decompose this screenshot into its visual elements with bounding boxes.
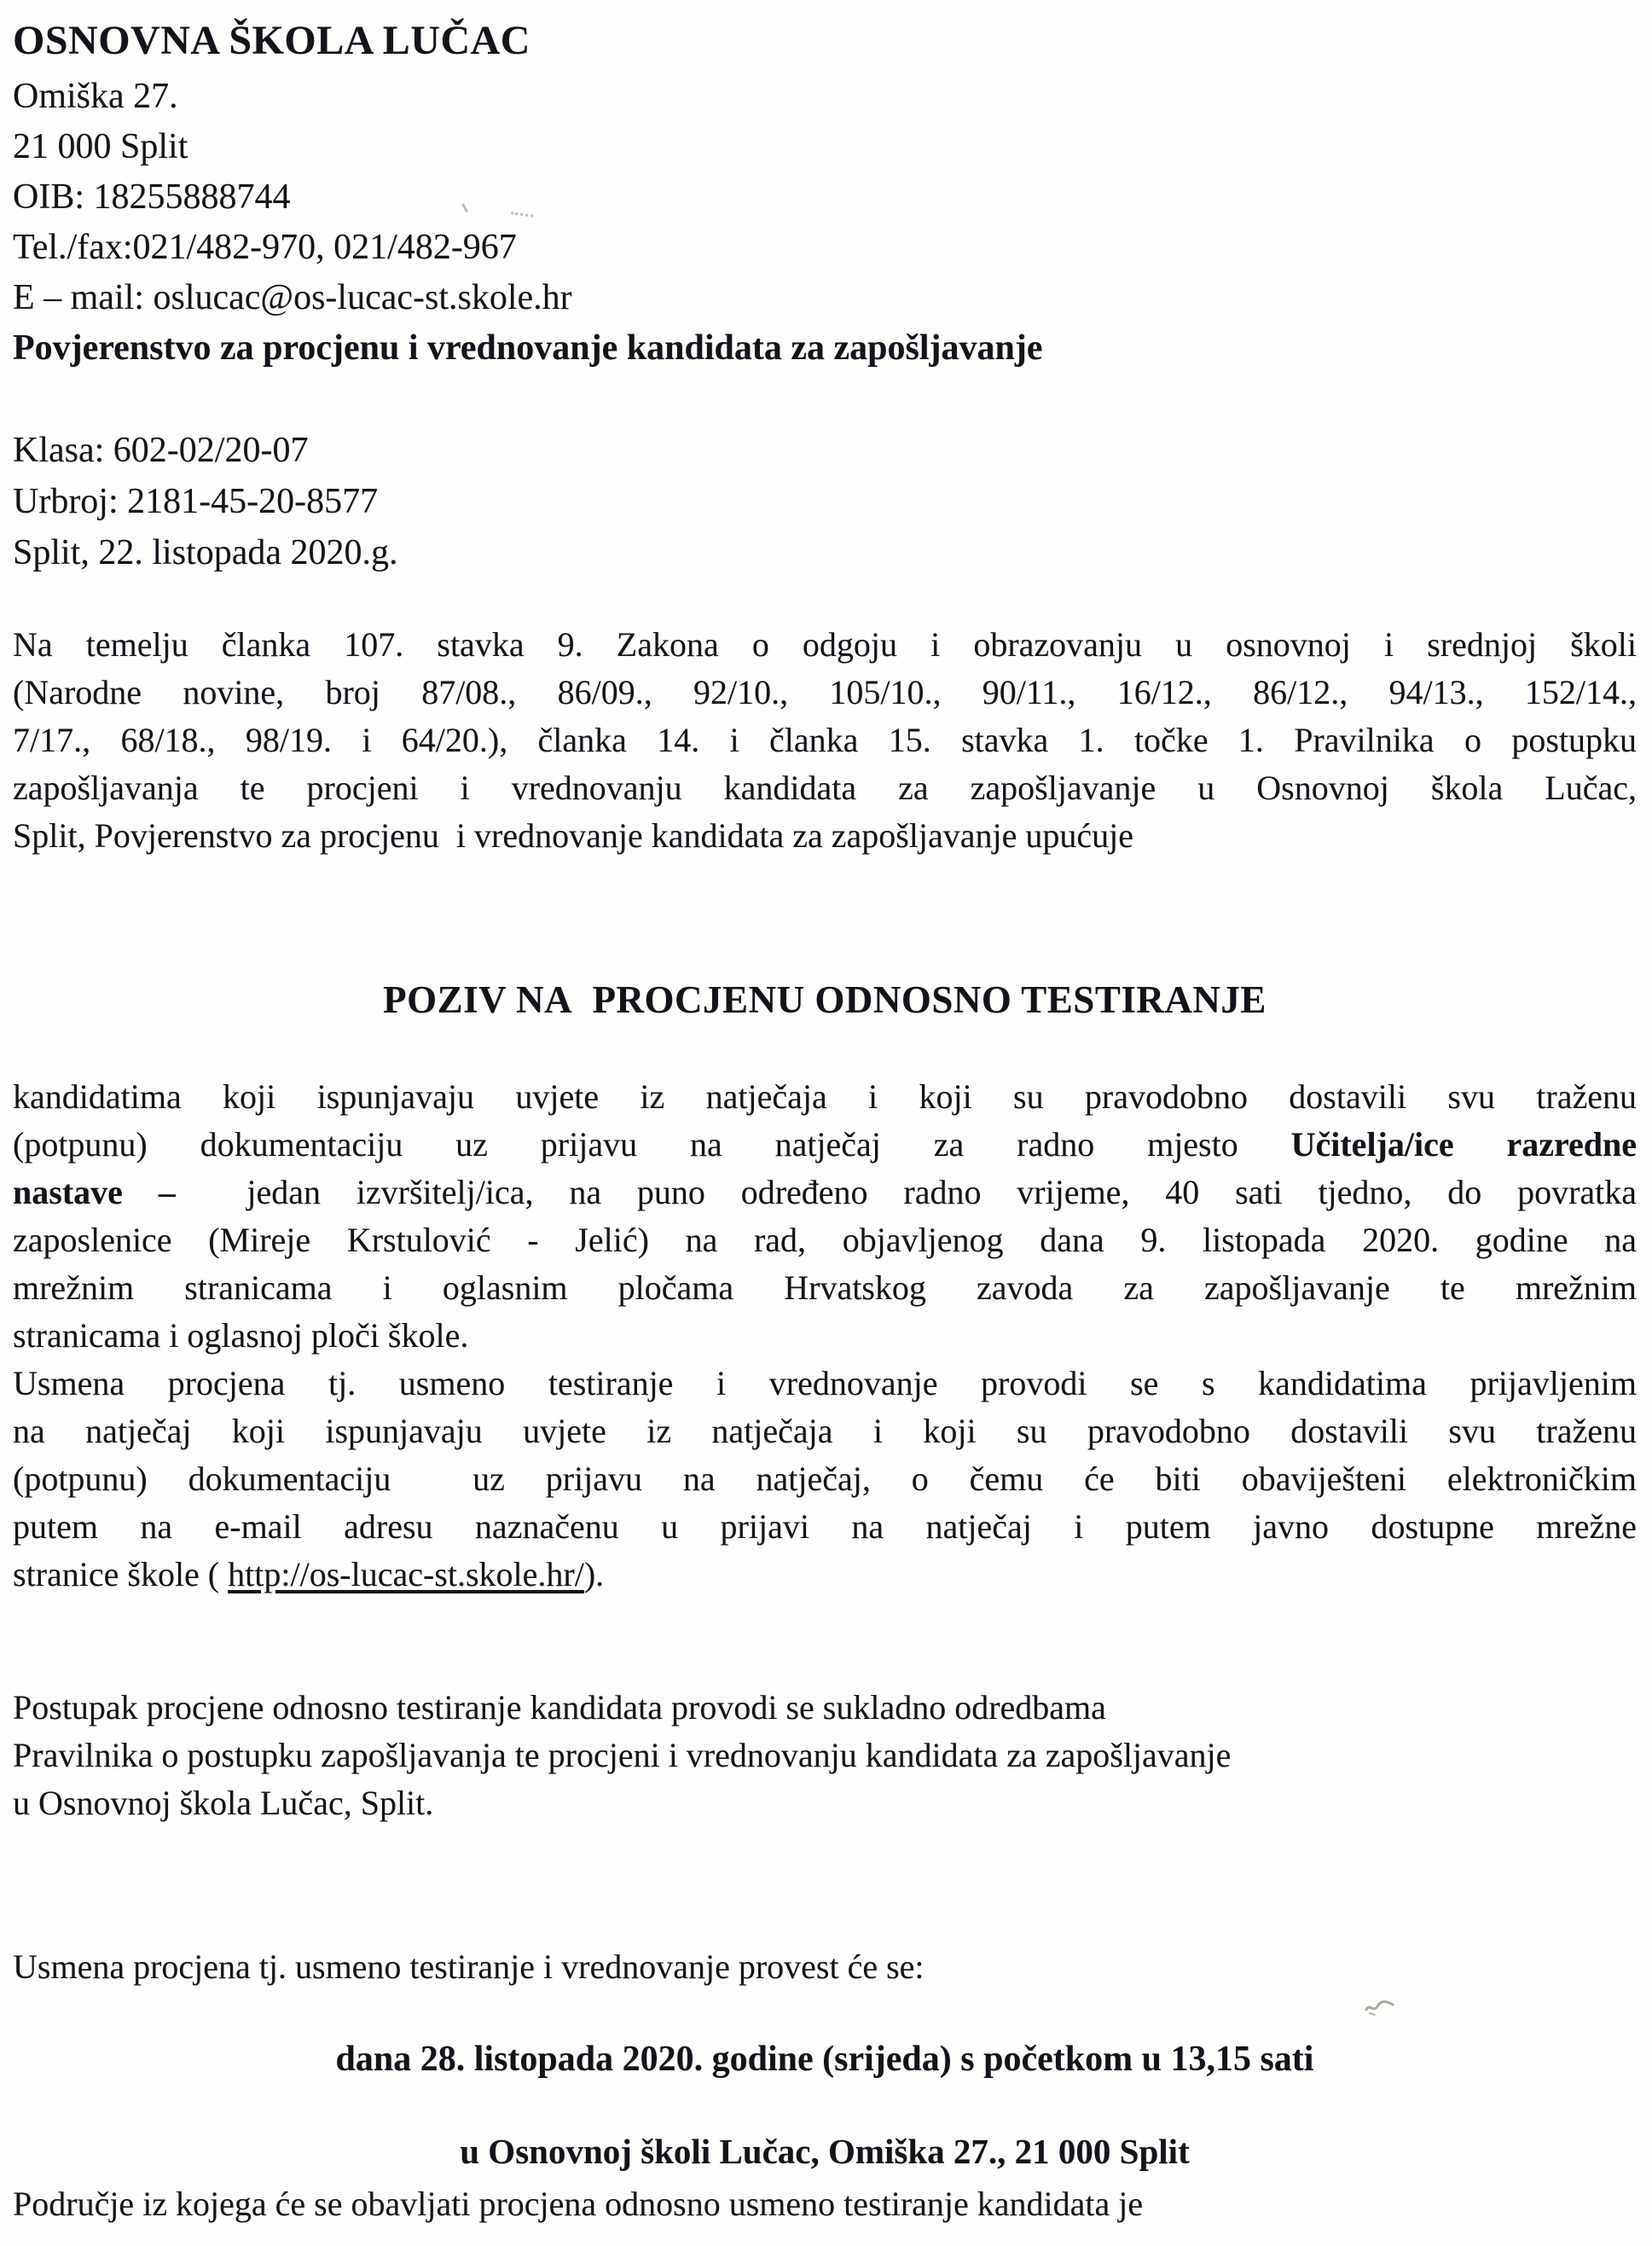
school-name: OSNOVNA ŠKOLA LUČAC bbox=[13, 18, 530, 63]
invitation-line: mrežnim stranicama i oglasnim pločama Hrvatskog zavoda za zapošljavanje te mrežnim bbox=[13, 1268, 1637, 1307]
procedure-paragraph bbox=[13, 1684, 1637, 1827]
urbroj-number: Urbroj: 2181-45-20-8577 bbox=[13, 482, 379, 521]
school-email: E – mail: oslucac@os-lucac-st.skole.hr bbox=[13, 278, 572, 317]
invitation-line bbox=[13, 1169, 1637, 1216]
job-position-bold: nastave – bbox=[13, 1173, 176, 1211]
procedure-line: Pravilnika o postupku zapošljavanja te procjeni i vrednovanju kandidata za zapošljavanje bbox=[13, 1736, 1232, 1774]
invitation-line bbox=[13, 1551, 1637, 1599]
legal-basis-line: Split, Povjerenstvo za procjenu i vrednovanje kandidata za zapošljavanje upućuje bbox=[13, 816, 1134, 855]
job-position-bold: Učitelja/ice razredne bbox=[1290, 1125, 1638, 1164]
testing-datetime: dana 28. listopada 2020. godine (srijeda) s početkom u 13,15 sati bbox=[335, 2040, 1314, 2079]
school-oib: OIB: 18255888744 bbox=[13, 177, 291, 217]
procedure-line: Postupak procjene odnosno testiranje kandidata provodi se sukladno odredbama bbox=[13, 1688, 1106, 1727]
committee-name: Povjerenstvo za procjenu i vrednovanje kandidata za zapošljavanje bbox=[13, 328, 1043, 368]
school-website-link[interactable]: http://os-lucac-st.skole.hr/ bbox=[228, 1555, 584, 1593]
document-title: POZIV NA PROCJENU ODNOSNO TESTIRANJE bbox=[383, 978, 1267, 1021]
invitation-paragraph bbox=[13, 1073, 1637, 1599]
invitation-line: (potpunu) dokumentaciju uz prijavu na natječaj, o čemu će biti obaviješteni elektroničkim bbox=[13, 1460, 1637, 1498]
invitation-line: kandidatima koji ispunjavaju uvjete iz natječaja i koji su pravodobno dostavili svu traženu bbox=[13, 1077, 1637, 1116]
legal-basis-line: (Narodne novine, broj 87/08., 86/09., 92/10., 105/10., 90/11., 16/12., 86/12., 94/13., 152/14., bbox=[13, 673, 1637, 711]
legal-basis-paragraph bbox=[13, 621, 1637, 860]
invitation-line: na natječaj koji ispunjavaju uvjete iz natječaja i koji su pravodobno dostavili svu traženu bbox=[13, 1412, 1637, 1450]
invitation-line: putem na e-mail adresu naznačenu u prijavi na natječaj i putem javno dostupne mrežne bbox=[13, 1507, 1637, 1546]
testing-area-intro: Područje iz kojega će se obavljati procjena odnosno usmeno testiranje kandidata je bbox=[13, 2185, 1144, 2223]
testing-intro: Usmena procjena tj. usmeno testiranje i vrednovanje provest će se: bbox=[13, 1947, 925, 1986]
legal-basis-line: Na temelju članka 107. stavka 9. Zakona o odgoju i obrazovanju u osnovnoj i srednjoj školi bbox=[13, 625, 1637, 664]
invitation-line-text: stranice škole ( bbox=[13, 1555, 229, 1593]
reference-block bbox=[13, 425, 1637, 578]
invitation-line bbox=[13, 1121, 1637, 1169]
school-city: 21 000 Split bbox=[13, 127, 188, 166]
invitation-line: zaposlenice (Mireje Krstulović - Jelić) na rad, objavljenog dana 9. listopada 2020. godine na bbox=[13, 1221, 1637, 1259]
school-street: Omiška 27. bbox=[13, 77, 178, 116]
invitation-line-text: jedan izvršitelj/ica, na puno određeno radno vrijeme, 40 sati tjedno, do povratka bbox=[175, 1173, 1638, 1211]
invitation-line-text: (potpunu) dokumentaciju uz prijavu na natječaj za radno mjesto bbox=[13, 1125, 1291, 1164]
klasa-number: Klasa: 602-02/20-07 bbox=[13, 431, 309, 470]
procedure-line: u Osnovnoj škola Lučac, Split. bbox=[13, 1784, 434, 1822]
testing-location: u Osnovnoj školi Lučac, Omiška 27., 21 000 Split bbox=[460, 2132, 1190, 2171]
place-date: Split, 22. listopada 2020.g. bbox=[13, 533, 398, 572]
scan-artifact bbox=[1365, 1996, 1395, 2018]
school-telfax: Tel./fax:021/482-970, 021/482-967 bbox=[13, 228, 517, 267]
invitation-line-text: ). bbox=[583, 1555, 605, 1593]
legal-basis-line: zapošljavanja te procjeni i vrednovanju kandidata za zapošljavanje u Osnovnoj škola Lučac, bbox=[13, 769, 1637, 807]
letterhead bbox=[13, 10, 1637, 374]
legal-basis-line: 7/17., 68/18., 98/19. i 64/20.), članka 14. i članka 15. stavka 1. točke 1. Pravilnika o postupku bbox=[13, 721, 1637, 759]
invitation-line: Usmena procjena tj. usmeno testiranje i vrednovanje provodi se s kandidatima prijavljenim bbox=[13, 1364, 1637, 1402]
invitation-line: stranicama i oglasnoj ploči škole. bbox=[13, 1316, 469, 1355]
